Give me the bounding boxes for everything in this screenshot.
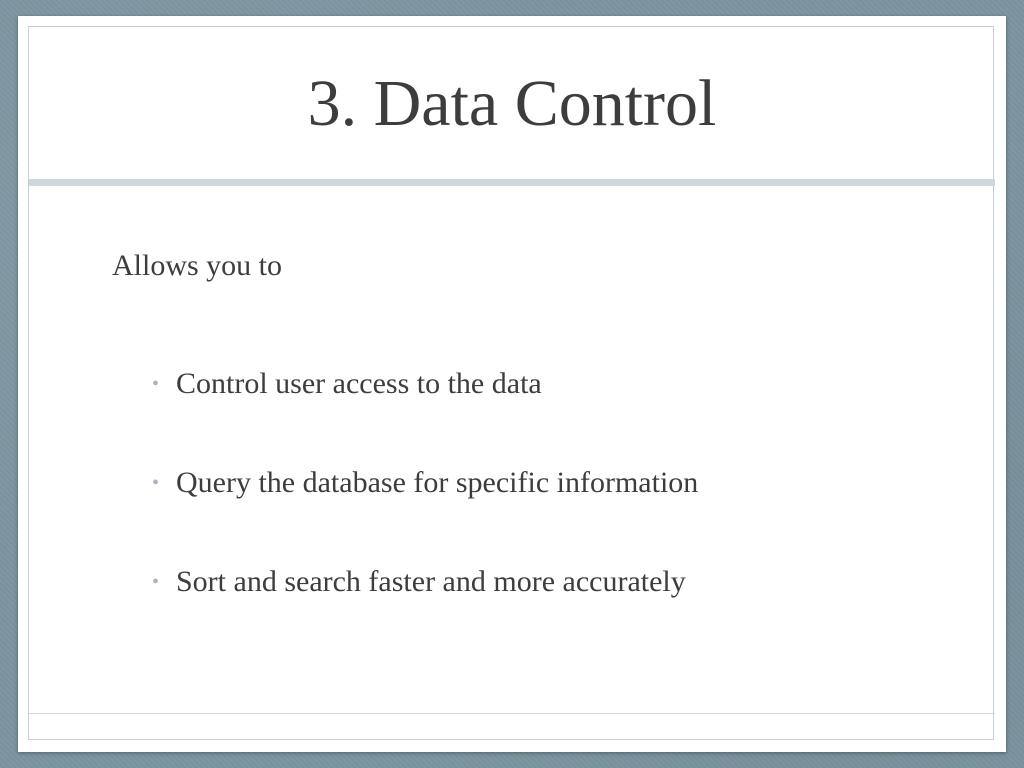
- slide: [18, 16, 1006, 752]
- bullet-item: [152, 463, 698, 503]
- title-divider: [29, 179, 995, 186]
- bullet-text: Control user access to the data: [176, 367, 542, 400]
- bullet-text: Sort and search faster and more accurately: [176, 565, 686, 598]
- intro-text: Allows you to: [112, 249, 283, 282]
- bullet-list: [152, 364, 698, 661]
- bullet-item: [152, 364, 698, 404]
- slide-title: 3. Data Control: [307, 67, 717, 140]
- bullet-text: Query the database for specific information: [176, 466, 699, 499]
- bullet-item: [152, 562, 698, 602]
- footer-divider: [29, 713, 995, 714]
- bullet-icon: •: [152, 472, 160, 494]
- bullet-icon: •: [152, 373, 160, 395]
- bullet-icon: •: [152, 571, 160, 593]
